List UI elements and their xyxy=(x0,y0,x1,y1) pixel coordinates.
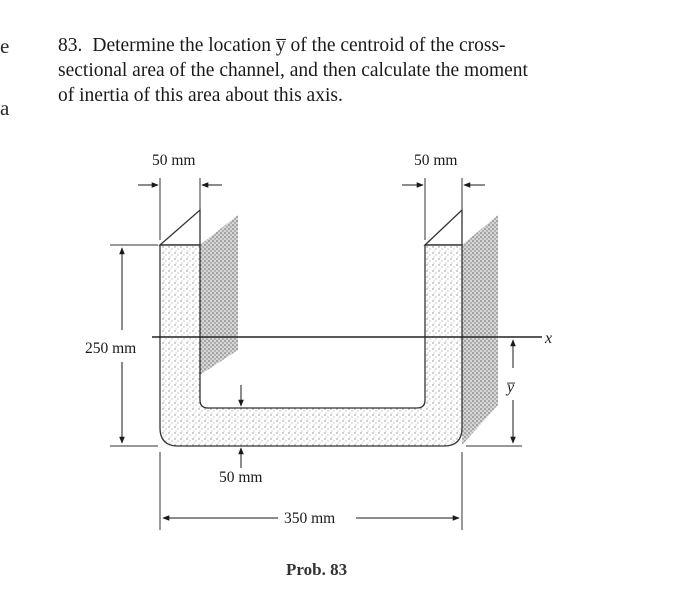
problem-line: sectional area of the channel, and then calculate the moment xyxy=(58,60,528,81)
width-dimension xyxy=(160,452,462,530)
right-flange-depth-face xyxy=(462,215,498,420)
width-dim-label: 350 mm xyxy=(284,510,336,527)
left-flange-top-bevel xyxy=(160,210,200,245)
right-flange-top-bevel xyxy=(425,210,462,245)
margin-text-fragment: a xyxy=(0,96,10,120)
problem-line: of inertia of this area about this axis. xyxy=(58,85,343,106)
problem-line: 83. Determine the location y̅ of the centroid of the cross- xyxy=(58,35,506,56)
right-flange-dim-label: 50 mm xyxy=(414,152,458,169)
left-flange-depth-face xyxy=(200,215,238,375)
margin-text-fragment: e xyxy=(0,34,10,58)
channel-shape xyxy=(160,210,498,446)
figure-caption: Prob. 83 xyxy=(286,560,348,579)
height-dim-label: 250 mm xyxy=(85,340,137,357)
height-dimension xyxy=(85,245,158,446)
ybar-label: y̅ xyxy=(507,379,515,396)
left-flange-dim-label: 50 mm xyxy=(152,152,196,169)
web-dim-label: 50 mm xyxy=(219,469,263,486)
x-axis-label: x xyxy=(545,330,553,347)
problem-number: 83. xyxy=(58,35,83,56)
